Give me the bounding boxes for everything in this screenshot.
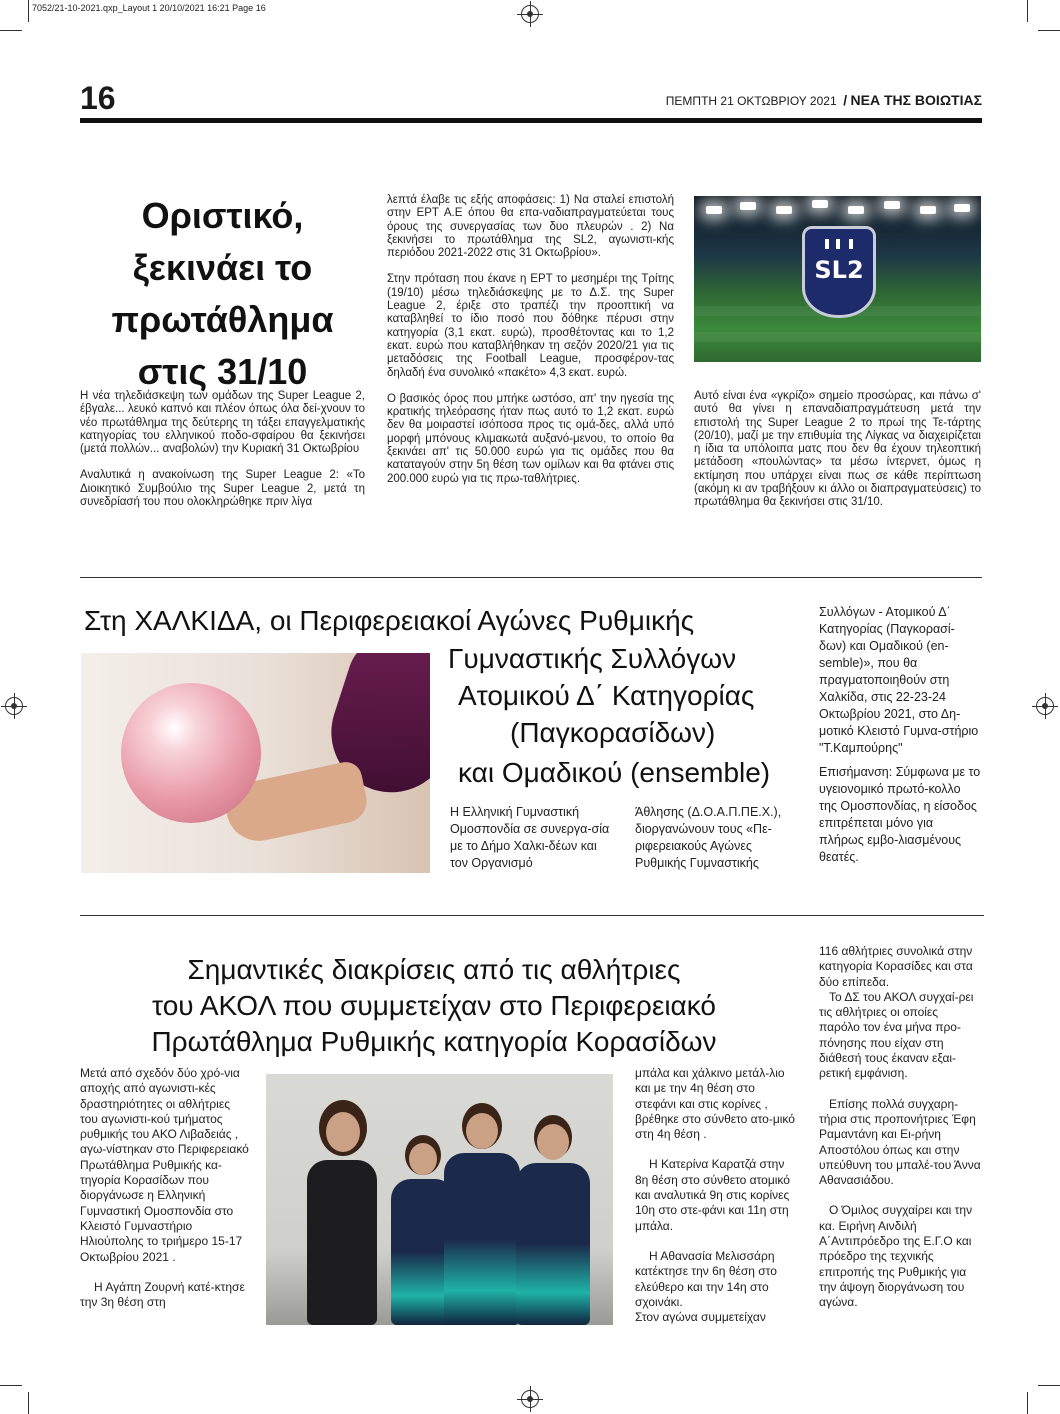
- registration-mark-icon: [5, 697, 23, 715]
- paragraph: λεπτά έλαβε τις εξής αποφάσεις: 1) Να σταλεί επιστολή στην ΕΡΤ Α.Ε όπου θα επα-ναδιαπραγματεύεται τους όρους της συνεργασίας των δυο πλευρών . 2) Να ξεκινήσει το πρωτάθλημα της SL2, αγωνιστι-κής περιόδου 2021-2022 στις 31 Οκτωβρίου».: [387, 194, 674, 260]
- page-header-info: [666, 92, 982, 108]
- headline-line: ξεκινάει το: [132, 247, 313, 288]
- paragraph: 116 αθλήτριες συνολικά στην κατηγορία Κορασίδες και στα δύο επίπεδα.: [819, 944, 973, 989]
- paragraph: Στον αγώνα συμμετείχαν: [635, 1310, 766, 1325]
- issue-date: ΠΕΜΠΤΗ 21 ΟΚΤΩΒΡΙΟΥ 2021: [665, 94, 837, 108]
- logo-bars-icon: [825, 239, 853, 249]
- floodlight: [848, 206, 864, 214]
- floodlight: [812, 200, 828, 208]
- paragraph: Ο Όμιλος συγχαίρει και την κα. Ειρήνη Αινδιλή Α΄Αντιπρόεδρο της Ε.Γ.Ο και πρόεδρο της τεχνικής επιτροπής της Ρυθμικής για την άψογη διοργάνωση του αγώνα.: [819, 1203, 973, 1310]
- paragraph: Επίσης πολλά συγχαρη-τήρια στις προπονήτριες Έφη Ραμαντάνη και Ει-ρήνη Αποστόλου όπως και στην υπεύθυνη του μπαλέ-του Άννα Αθανασιάδου.: [819, 1096, 981, 1188]
- gymnastics-ball-icon: [121, 683, 261, 823]
- floodlight: [776, 206, 792, 214]
- paragraph: Η νέα τηλεδιάσκεψη των ομάδων της Super League 2, έβγαλε... λευκό καπνό και πλέον όπως όλα δεί-χνουν το νέο πρωτάθλημα της δεύτερης τη τάξει επαγγελματικής κατηγορίας του ελληνικού ποδο-σφαίρου θα ξεκινήσει (μετά πολλών... αναβολών) την Κυριακή 31 Οκτωβρίου: [80, 390, 365, 456]
- headline-line: του ΑΚΟΛ που συμμετείχαν στο Περιφερειακό: [152, 990, 716, 1021]
- article2-headline-line-4: (Παγκορασίδων): [510, 717, 716, 748]
- crop-mark-top-right-v: [1027, 0, 1028, 22]
- registration-mark-icon: [521, 5, 539, 23]
- floodlight: [884, 201, 900, 209]
- paragraph: Επισήμανση: Σύμφωνα με το υγειονομικό πρωτό-κολλο της Ομοσπονδίας, η είσοδος επιτρέπεται μόνο για πλήρως εμβο-λιασμένους θεατές.: [819, 765, 981, 864]
- paragraph: Αναλυτικά η ανακοίνωση της Super League 2: «Το Διοικητικό Συμβούλιο της Super League 2, μετά τη συνεδρίασή του που ολοκληρώθηκε πριν λίγα: [80, 469, 365, 509]
- article2-column-3: [819, 604, 981, 879]
- article2-column-1: [450, 804, 615, 885]
- paragraph: Ο βασικός όρος που μπήκε ωστόσο, απ' την ηγεσία της κρατικής τηλεόρασης ήταν πως αυτό το 1,2 εκατ. ευρώ δεν θα μοιραστεί ισόποσα προς τις ομά-δες, αλλά υπό μορφή μπόνους κλιμακωτά αυξανό-μενου, το οποίο θα ξεκινάει απ' τις 50.000 ευρώ για τις ομάδες που θα καταταγούν στην 5η θέση των ομίλων και θα φτάνει στις 200.000 ευρώ για τις πρω-ταθλήτριες.: [387, 392, 674, 485]
- article1-column-3: [694, 390, 981, 523]
- crop-mark-top-left: [0, 30, 22, 31]
- article2-headline-line-3: Ατομικού Δ΄ Κατηγορίας: [458, 680, 755, 711]
- crop-mark-bottom-left: [0, 1385, 22, 1386]
- article3-headline: [84, 952, 784, 1060]
- floodlight: [954, 204, 970, 212]
- separator: /: [843, 92, 848, 108]
- article2-headline-line-2: Γυμναστικής Συλλόγων: [448, 643, 737, 674]
- athlete-figure: [516, 1115, 590, 1325]
- floodlight: [706, 206, 722, 214]
- pitch-stripe: [694, 332, 981, 342]
- paragraph: Η Αθανασία Μελισσάρη κατέκτησε την 6η θέση στο ελεύθερο και την 14η στο σχοινάκι.: [635, 1248, 777, 1309]
- article3-column-3: [819, 944, 981, 1324]
- article2-headline-line-5: και Ομαδικού (ensemble): [458, 757, 771, 788]
- rhythmic-gymnastics-ball-image: [81, 653, 430, 873]
- paragraph: Η Κατερίνα Καρατζά στην 8η θέση στο σύνθετο ατομικό και αναλυτικά 9η στις κορίνες 10η στο στε-φάνι και 11η στη μπάλα.: [635, 1157, 790, 1233]
- crop-mark-top-right: [1038, 30, 1060, 31]
- article3-column-1: [80, 1066, 250, 1323]
- floodlight: [920, 206, 936, 214]
- registration-mark-icon: [521, 1390, 539, 1408]
- page-number: 16: [80, 80, 116, 116]
- paragraph: Στην πρόταση που έκανε η ΕΡΤ το μεσημέρι της Τρίτης (19/10) μέσω τηλεδιάσκεψης με το Δ.Σ. της Super League 2, έριξε στο τραπέζι την προοπτική να καταβληθεί το ίδιο ποσό που δόθηκε πέρυσι στην κατηγορία (3,1 εκατ. ευρώ), προσθέτοντας και το 1,2 εκατ. ευρώ που καταβλήθηκαν τη σεζόν 2020/21 για τις μεταδόσεις της Football League, προσφέρον-τας δηλαδή ένα συνολικό «πακέτο» 4,3 εκατ. ευρώ.: [387, 273, 674, 379]
- sl2-stadium-image: [694, 196, 981, 362]
- article3-column-2: [635, 1066, 795, 1325]
- paragraph: μπάλα και χάλκινο μετάλ-λιο και με την 4η θέση στο στεφάνι και στις κορίνες , βρέθηκε στο σύνθετο ατο-μικό στη 4η θέση .: [635, 1066, 795, 1142]
- headline-line: πρωτάθλημα: [111, 299, 334, 340]
- paragraph: Άθλησης (Δ.Ο.Α.Π.ΠΕ.Χ.), διοργανώνουν τους «Πε-ριφερειακούς Αγώνες Ρυθμικής Γυμναστικής: [635, 805, 782, 870]
- headline-line: Πρωτάθλημα Ρυθμικής κατηγορία Κορασίδων: [151, 1026, 717, 1057]
- logo-text: SL2: [814, 256, 864, 284]
- team-photo-image: [266, 1074, 613, 1325]
- crop-mark-bottom-right-v: [1027, 1392, 1028, 1414]
- floodlight: [740, 202, 756, 210]
- paragraph: Το ΔΣ του ΑΚΟΛ συγχαί-ρει τις αθλήτριες οι οποίες παρόλο τον ένα μήνα προ-πόνησης που είχαν στη διάθεσή τους έκαναν εξαι-ρετική εμφάνιση.: [819, 989, 974, 1081]
- article1-column-1: [80, 390, 365, 522]
- athlete-figure: [444, 1103, 520, 1325]
- article1-column-2: [387, 194, 674, 499]
- coach-figure: [302, 1100, 382, 1325]
- paragraph: Αυτό είναι ένα «γκρίζο» σημείο προσώρας, και πάνω σ' αυτό θα γίνει η επαναδιαπραγμάτευση μετά την επιστολή της Super League 2 το πρωί της Τε-τάρτης (20/10), μαζί με την επιθυμία της Λίγκας να διαχειρίζεται η ίδια τα υπόλοιπα ματς που δεν θα έχουν τηλεοπτική μετάδοση «πουλώντας» τα μέσω ίντερνετ, όμως η εκτίμηση που υπάρχει είναι πως σε κάθε περίπτωση (ακόμη κι αν τραβήξουν κι άλλο οι διαπραγματεύσεις) το πρωτάθλημα θα ξεκινήσει στις 31/10.: [694, 390, 981, 509]
- headline-line: στις 31/10: [137, 351, 308, 392]
- paragraph: Η Αγάπη Ζουρνή κατέ-κτησε την 3η θέση στη: [80, 1279, 245, 1310]
- paragraph: Συλλόγων - Ατομικού Δ΄ Κατηγορίας (Παγκορασί-δων) και Ομαδικού (en-semble)», που θα πραγματοποιηθούν στη Χαλκίδα, στις 22-23-24 Οκτωβρίου 2021, στο Δη-μοτικό Κλειστό Γυμνα-στήριο "Τ.Καμπούρης": [819, 605, 979, 755]
- sl2-logo-icon: [802, 226, 876, 318]
- paragraph: Μετά από σχεδόν δύο χρό-νια αποχής από αγωνιστι-κές δραστηριότητες οι αθλήτριες του αγωνιστι-κού τμήματος ρυθμικής του ΑΚΟ Λιβαδειάς , αγω-νίστηκαν στο Περιφερειακό Πρωτάθλημα Ρυθμικής κα-τηγορία Κορασίδων που διοργάνωσε η Ελληνική Γυμναστική Ομοσπονδία στο Κλειστό Γυμναστήριο Ηλιούπολης το τριήμερο 15-17 Οκτωβρίου 2021 .: [80, 1066, 249, 1264]
- section-divider: [80, 915, 984, 916]
- header-rule: [80, 118, 982, 123]
- article2-headline-line-1: Στη ΧΑΛΚΙΔΑ, οι Περιφερειακοί Αγώνες Ρυθμικής: [84, 605, 695, 636]
- crop-mark-bottom-right: [1038, 1385, 1060, 1386]
- paper-name: ΝΕΑ ΤΗΣ ΒΟΙΩΤΙΑΣ: [850, 92, 982, 108]
- headline-line: Σημαντικές διακρίσεις από τις αθλήτριες: [187, 954, 681, 985]
- article1-headline: [80, 190, 365, 398]
- crop-mark-top-left-v: [28, 0, 29, 22]
- section-divider: [80, 577, 982, 578]
- crop-mark-bottom-left-v: [28, 1392, 29, 1414]
- printer-slug: 7052/21-10-2021.qxp_Layout 1 20/10/2021 16:21 Page 16: [32, 3, 266, 13]
- article2-column-2: [635, 804, 800, 885]
- registration-mark-icon: [1036, 697, 1054, 715]
- paragraph: Η Ελληνική Γυμναστική Ομοσπονδία σε συνεργα-σία με το Δήμο Χαλκι-δέων και τον Οργανισμό: [450, 805, 610, 870]
- headline-line: Οριστικό,: [141, 195, 304, 236]
